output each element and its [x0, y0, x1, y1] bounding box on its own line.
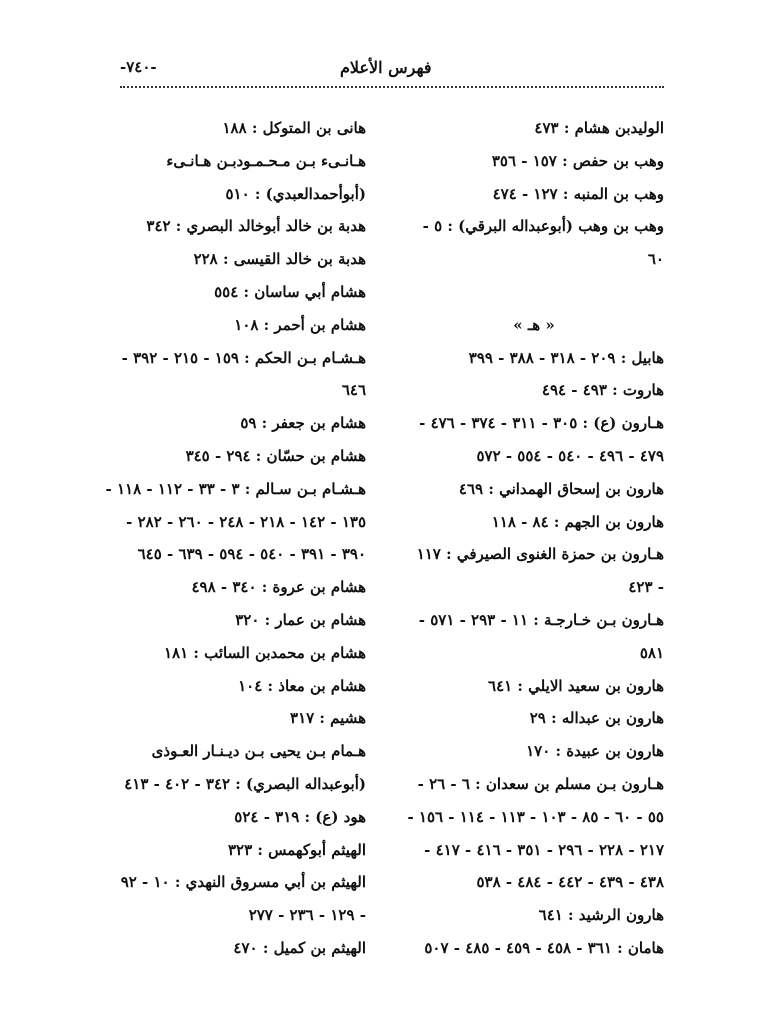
index-entry: ١٣٥ - ١٤٢ - ٢١٨ - ٢٤٨ - ٢٦٠ - ٢٨٢ -	[126, 512, 366, 531]
page-title: فهرس الأعلام	[340, 58, 432, 77]
index-entry: هـانـىء بـن مـحـمـودبـن هـانـىء	[166, 151, 366, 170]
index-entry: هشام بن حسّان : ٢٩٤ - ٣٤٥	[185, 446, 366, 465]
index-entry: هـمام بـن يحيى بـن ديـنـار العـوذى	[151, 742, 366, 761]
index-entry: هارون بن الجهم : ٨٤ - ١١٨	[491, 512, 664, 531]
index-entry: هدبة بن خالد أبوخالد البصري : ٣٤٢	[146, 217, 366, 236]
index-entry: هارون بن عبداله : ٢٩	[529, 709, 664, 728]
index-entry: هشام بن محمدبن السائب : ١٨١	[163, 643, 366, 662]
index-entry: الهيثم بن كميل : ٤٧٠	[233, 938, 366, 957]
index-entry: ٢١٧ - ٢٢٨ - ٢٩٦ - ٣٥١ - ٤١٦ - ٤١٧ -	[424, 840, 664, 859]
index-entry: ٣٩٠ - ٣٩١ - ٥٤٠ - ٥٩٤ - ٦٣٩ - ٦٤٥	[137, 545, 366, 564]
index-entry: هـارون بـن مسلم بن سعدان : ٦ - ٢٦ -	[417, 774, 664, 793]
index-entry: هارون الرشيد : ٦٤١	[538, 906, 664, 925]
index-entry: - ٤٢٣	[628, 578, 664, 597]
index-entry: هـارون (ع) : ٣٠٥ - ٣١١ - ٣٧٤ - ٤٧٦ -	[419, 414, 664, 433]
index-entry: ٤٧٩ - ٤٩٦ - ٥٤٠ - ٥٥٤ - ٥٧٢	[476, 446, 664, 465]
page-number: -٧٤٠-	[120, 58, 157, 76]
index-entry: هدبة بن خالد القيسى : ٢٢٨	[193, 250, 366, 269]
index-entry: هارون بن عبيدة : ١٧٠	[526, 742, 664, 761]
index-entry: ٦٤٦	[341, 381, 366, 400]
index-column-right	[404, 112, 664, 965]
header-dotted-rule	[120, 86, 664, 88]
index-entry: ٤٣٨ - ٤٣٩ - ٤٤٢ - ٤٨٤ - ٥٣٨	[476, 873, 664, 892]
index-entry	[404, 276, 664, 309]
index-entry: هشام أبي ساسان : ٥٥٤	[214, 282, 366, 301]
index-entry: هامان : ٣٦١ - ٤٥٨ - ٤٥٩ - ٤٨٥ - ٥٠٧	[424, 938, 664, 957]
index-entry: وهب بن وهب (أبوعبداله البرقي) : ٥ -	[422, 217, 664, 236]
index-entry: هود (ع) : ٣١٩ - ٥٢٤	[234, 807, 366, 826]
index-entry: هـارون بن حمزة الغنوى الصيرفي : ١١٧	[416, 545, 664, 564]
index-entry: هشام بن جعفر : ٥٩	[240, 414, 366, 433]
index-entry: هانى بن المتوكل : ١٨٨	[222, 119, 366, 137]
index-entry: هشام بن عمار : ٣٢٠	[235, 610, 366, 629]
index-entry: وهب بن حفص : ١٥٧ - ٣٥٦	[491, 151, 664, 170]
index-entry: هشام بن عروة : ٣٤٠ - ٤٩٨	[191, 578, 366, 597]
index-entry: الهيثم بن أبي مسروق النهدي : ١٠ - ٩٢	[120, 873, 366, 892]
index-entry: ٦٠	[647, 250, 664, 269]
index-entry: هشام بن أحمر : ١٠٨	[234, 315, 366, 334]
index-entry: هاروت : ٤٩٣ - ٤٩٤	[541, 381, 664, 400]
index-entry: وهب بن المنبه : ١٢٧ - ٤٧٤	[492, 184, 664, 203]
section-letter-heading: « هـ »	[513, 315, 555, 334]
index-entry: - ١٢٩ - ٢٣٦ - ٢٧٧	[248, 906, 366, 925]
index-entry: هـارون بـن خـارجـة : ١١ - ٢٩٣ - ٥٧١ -	[418, 610, 664, 629]
index-entry: (أبوأحمدالعبدي) : ٥١٠	[225, 184, 366, 203]
index-entry: هـشـام بـن سـالم : ٣ - ٣٣ - ١١٢ - ١١٨ -	[105, 479, 366, 498]
index-column-left	[104, 112, 366, 965]
index-entry: ٥٥ - ٦٠ - ٨٥ - ١٠٣ - ١١٣ - ١١٤ - ١٥٦ -	[407, 807, 664, 826]
page-header	[120, 58, 664, 82]
index-entry: هشيم : ٣١٧	[290, 709, 366, 728]
index-entry: هارون بن سعيد الايلي : ٦٤١	[488, 676, 664, 695]
index-entry: الهيثم أبوكهمس : ٣٢٣	[227, 840, 366, 859]
index-entry: ٥٨١	[639, 643, 664, 662]
index-entry: هارون بن إسحاق الهمداني : ٤٦٩	[458, 479, 664, 498]
index-entry: هشام بن معاذ : ١٠٤	[238, 676, 366, 695]
index-entry: هابيل : ٢٠٩ - ٣١٨ - ٣٨٨ - ٣٩٩	[468, 348, 664, 367]
index-entry: هـشـام بـن الحكم : ١٥٩ - ٢١٥ - ٣٩٢ -	[121, 348, 366, 367]
index-entry: (أبوعبداله البصري) : ٣٤٢ - ٤٠٢ - ٤١٣	[124, 774, 366, 793]
index-entry: الوليدبن هشام : ٤٧٣	[534, 119, 664, 137]
